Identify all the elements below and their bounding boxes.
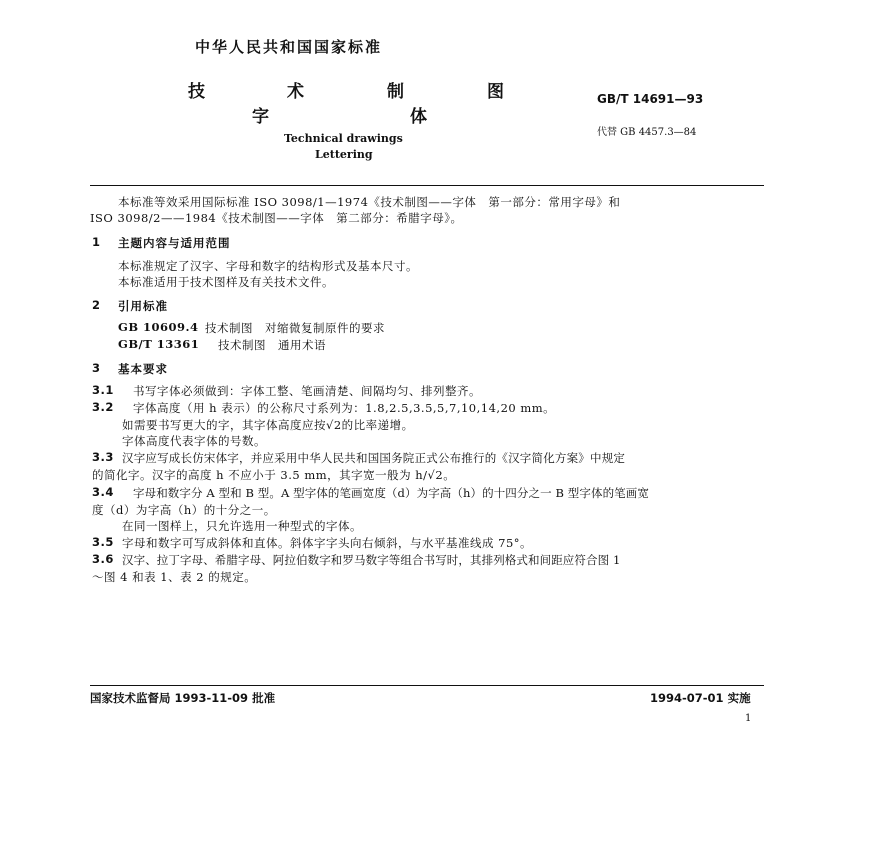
intro-line-2: ISO 3098/2——1984《技术制图——字体 第二部分：希腊字母》。	[90, 211, 463, 225]
clause-3-2-line-2: 如需要书写更大的字，其字体高度应按√2的比率递增。	[122, 418, 414, 432]
section-1-line-1: 本标准规定了汉字、字母和数字的结构形式及基本尺寸。	[118, 259, 418, 273]
ref-2-title: 技术制图 通用术语	[218, 338, 326, 352]
clause-3-6-number: 3.6	[92, 552, 114, 566]
issuing-body: 中华人民共和国国家标准	[195, 38, 383, 56]
clause-3-4-line-3: 在同一图样上，只允许选用一种型式的字体。	[122, 519, 362, 533]
english-title-1: Technical drawings	[284, 132, 403, 145]
clause-3-3-number: 3.3	[92, 450, 114, 464]
clause-3-1-text: 书写字体必须做到：字体工整、笔画清楚、间隔均匀、排列整齐。	[133, 384, 481, 398]
clause-3-3-line-2: 的简化字。汉字的高度 h 不应小于 3.5 mm，其字宽一般为 h/√2。	[92, 468, 456, 482]
clause-3-6-text: 汉字、拉丁字母、希腊字母、阿拉伯数字和罗马数字等组合书写时，其排列格式和间距应符合图 1	[122, 553, 621, 567]
section-1-number: 1	[92, 235, 102, 249]
clause-3-4-line-2: 度（d）为字高（h）的十分之一。	[92, 503, 276, 517]
title-char-4: 图	[487, 82, 504, 102]
footer-rule	[90, 685, 764, 686]
clause-3-2-text: 字体高度（用 h 表示）的公称尺寸系列为：1.8,2.5,3.5,5,7,10,14,20 mm。	[133, 401, 556, 415]
clause-3-5-text: 字母和数字可写成斜体和直体。斜体字字头向右倾斜，与水平基准线成 75°。	[122, 536, 533, 550]
clause-3-2-number: 3.2	[92, 400, 114, 414]
clause-3-4-text: 字母和数字分 A 型和 B 型。A 型字体的笔画宽度（d）为字高（h）的十四分之一 B 型字体的笔画宽	[133, 486, 649, 500]
clause-3-2-line-3: 字体高度代表字体的号数。	[122, 434, 266, 448]
header-rule	[90, 185, 764, 186]
ref-2-code: GB/T 13361	[118, 337, 200, 351]
clause-3-1-number: 3.1	[92, 383, 114, 397]
section-3-title: 基本要求	[118, 362, 168, 376]
section-1-line-2: 本标准适用于技术图样及有关技术文件。	[118, 275, 334, 289]
ref-1-title: 技术制图 对缩微复制原件的要求	[205, 321, 385, 335]
section-2-number: 2	[92, 298, 102, 312]
title-char-3: 制	[387, 82, 404, 102]
standard-number: GB/T 14691—93	[597, 92, 704, 106]
approval-date: 国家技术监督局 1993-11-09 批准	[90, 691, 276, 705]
section-1-title: 主题内容与适用范围	[118, 236, 231, 250]
clause-3-6-line-2: ～图 4 和表 1、表 2 的规定。	[92, 570, 257, 584]
ref-1-code: GB 10609.4	[118, 320, 199, 334]
clause-3-3-text: 汉字应写成长仿宋体字，并应采用中华人民共和国国务院正式公布推行的《汉字简化方案》中规定	[122, 451, 626, 465]
title-char-2: 术	[287, 82, 304, 102]
effective-date: 1994-07-01 实施	[650, 691, 751, 705]
section-2-title: 引用标准	[118, 299, 168, 313]
english-title-2: Lettering	[315, 148, 373, 161]
clause-3-5-number: 3.5	[92, 535, 114, 549]
intro-line-1: 本标准等效采用国际标准 ISO 3098/1—1974《技术制图——字体 第一部分：常用字母》和	[118, 195, 621, 209]
replaces-standard: 代替 GB 4457.3—84	[597, 127, 697, 138]
page-number: 1	[745, 713, 752, 724]
title-char-1: 技	[188, 82, 205, 102]
title-char-5: 字	[252, 107, 269, 127]
title-char-6: 体	[410, 107, 427, 127]
section-3-number: 3	[92, 361, 102, 375]
clause-3-4-number: 3.4	[92, 485, 114, 499]
